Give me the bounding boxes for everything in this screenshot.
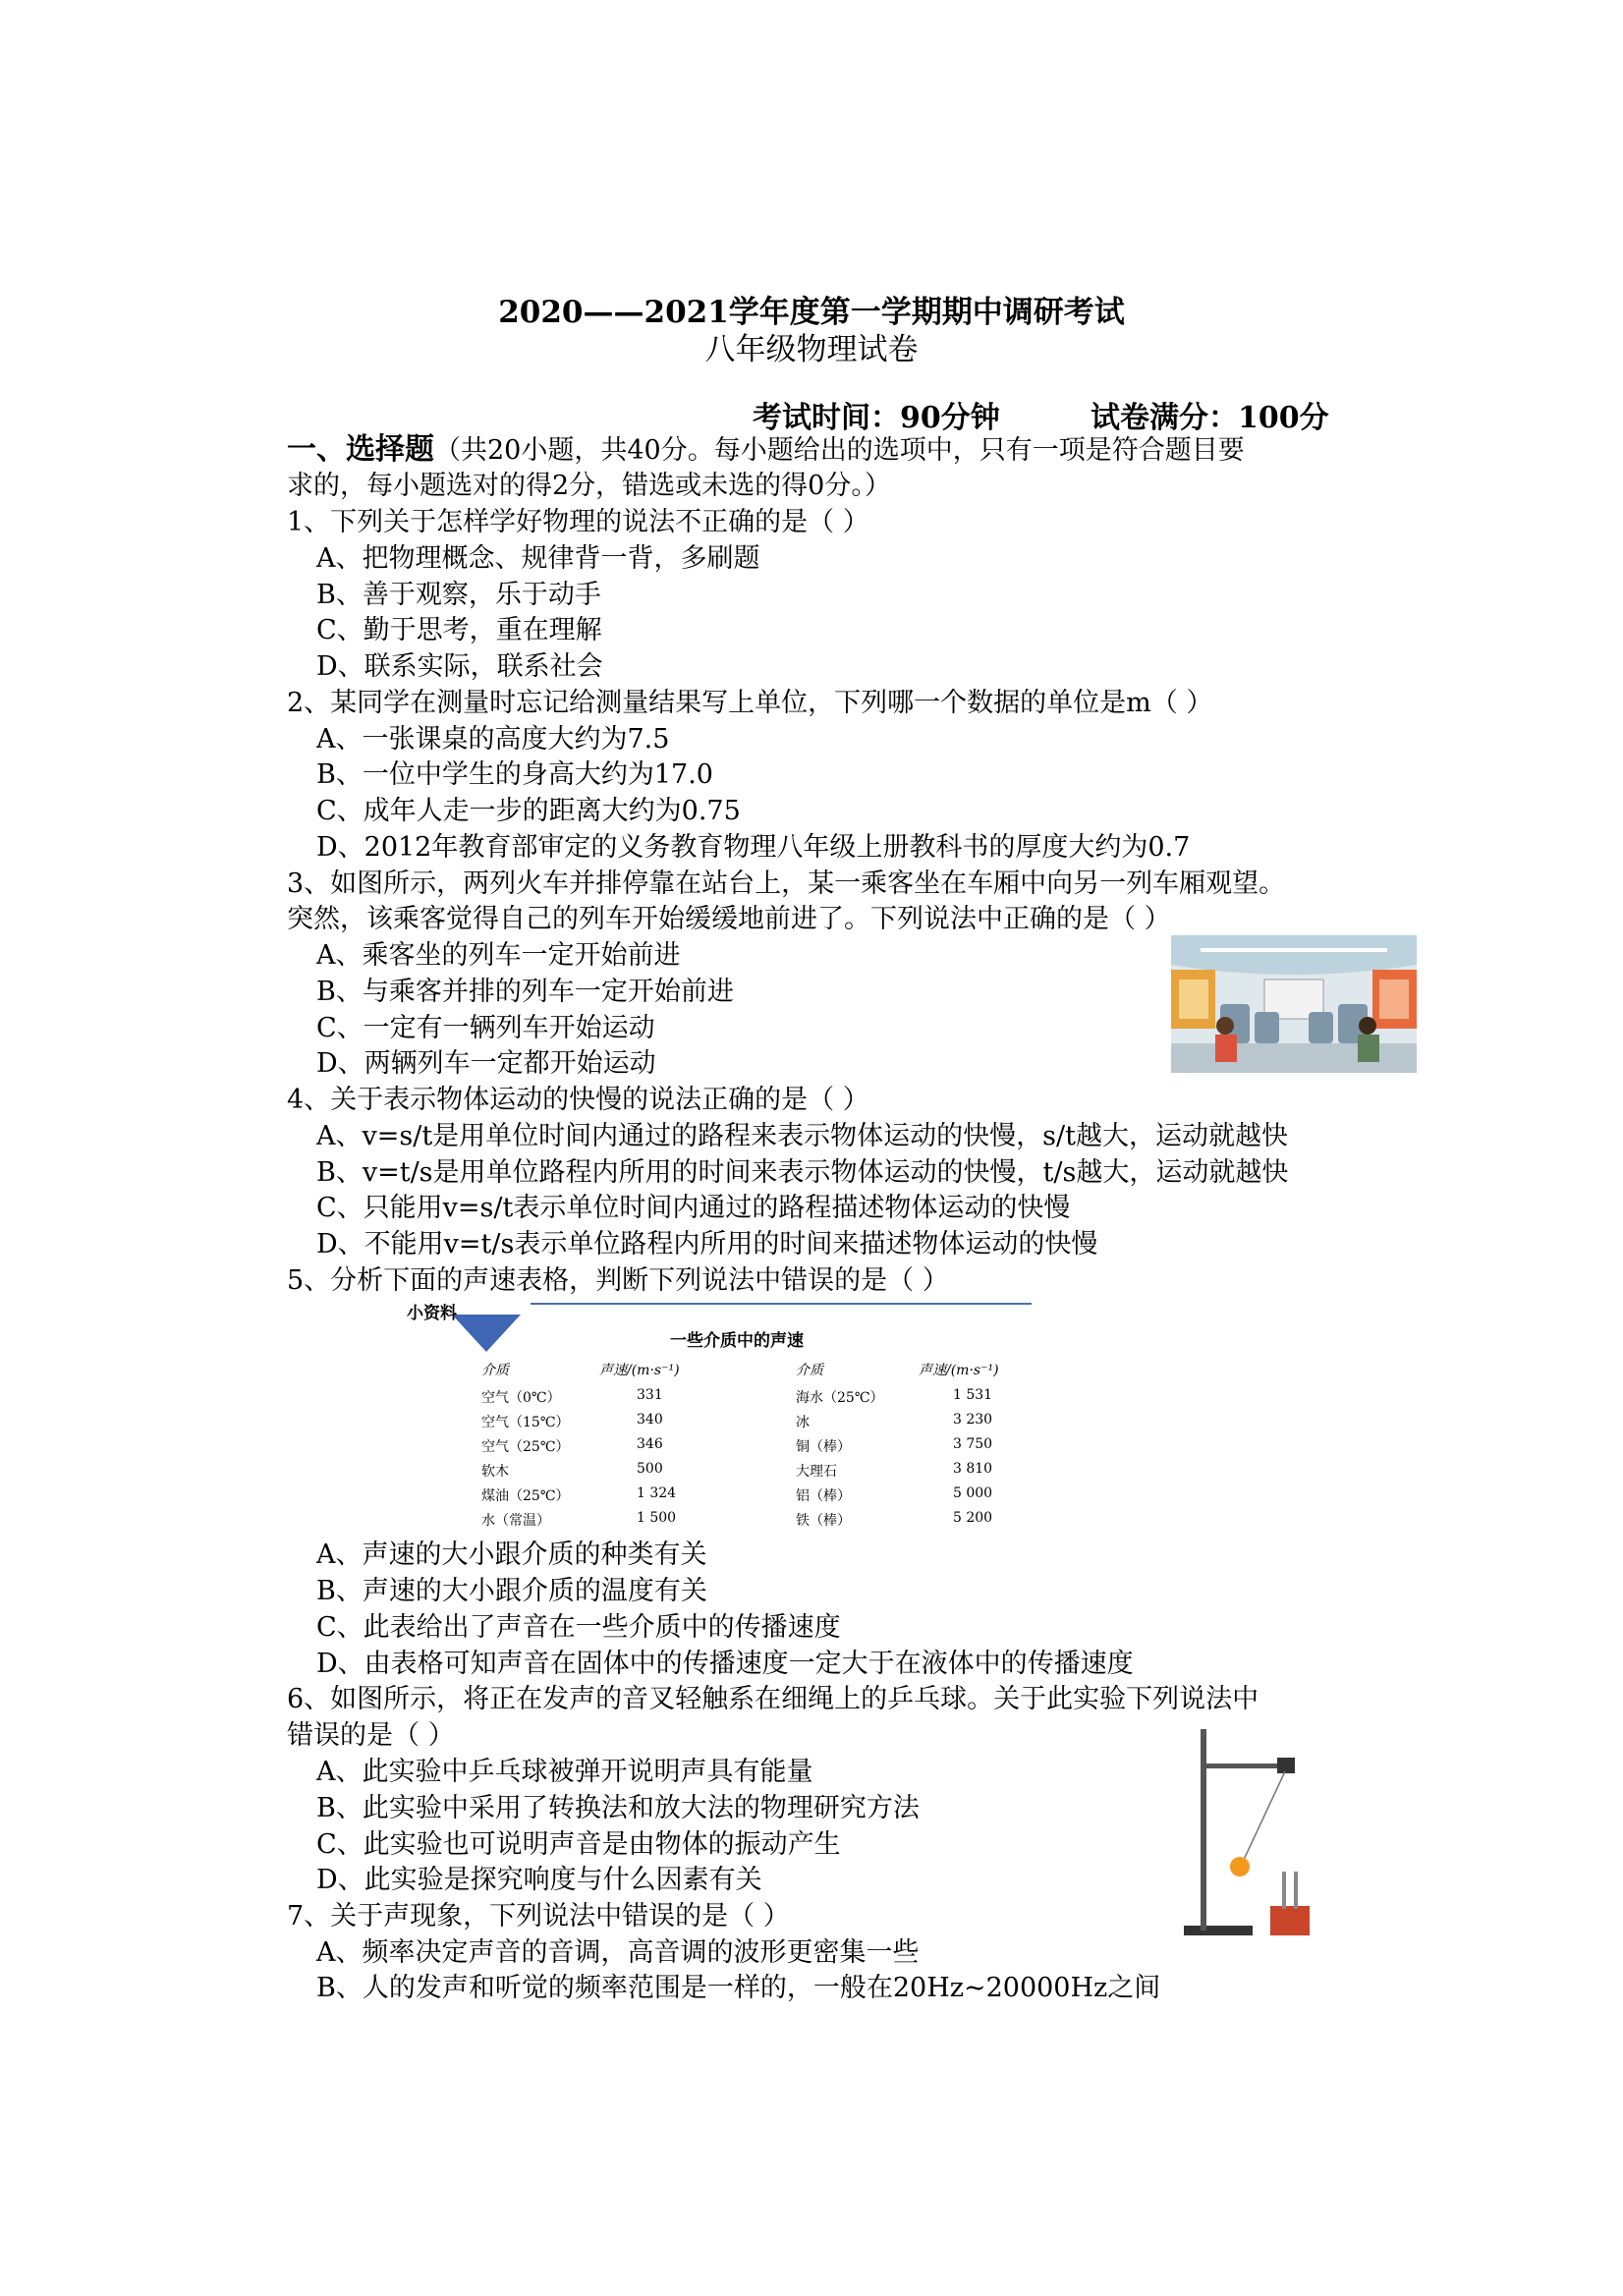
q5-option-c: C、此表给出了声音在一些介质中的传播速度: [316, 1612, 841, 1643]
col-speed-right: 声速/(m·s⁻¹): [919, 1363, 999, 1378]
col-medium-left: 介质: [481, 1363, 509, 1378]
col-speed-left: 声速/(m·s⁻¹): [599, 1363, 680, 1378]
q5-option-d: D、由表格可知声音在固体中的传播速度一定大于在液体中的传播速度: [316, 1649, 1134, 1679]
table-cell: 水（常温）: [481, 1513, 550, 1529]
q5-option-b: B、声速的大小跟介质的温度有关: [316, 1576, 707, 1606]
q2-option-d: D、2012年教育部审定的义务教育物理八年级上册教科书的厚度大约为0.7: [316, 832, 1191, 863]
table-heading: 一些介质中的声速: [670, 1331, 804, 1351]
q3-option-a: A、乘客坐的列车一定开始前进: [316, 940, 681, 971]
table-cell: 铁（棒）: [796, 1513, 851, 1529]
table-top-rule: [531, 1303, 1032, 1305]
table-cell: 3 750: [953, 1436, 993, 1452]
exam-subtitle: 八年级物理试卷: [704, 332, 919, 367]
q3-stem-line1: 3、如图所示，两列火车并排停靠在站台上，某一乘客坐在车厢中向另一列车厢观望。: [287, 868, 1286, 899]
info-tag-triangle-icon: [452, 1315, 521, 1354]
q4-option-c: C、只能用v=s/t表示单位时间内通过的路程描述物体运动的快慢: [316, 1193, 1071, 1223]
table-cell: 铝（棒）: [796, 1488, 851, 1504]
table-cell: 冰: [796, 1415, 810, 1430]
q5-stem: 5、分析下面的声速表格，判断下列说法中错误的是（ ）: [287, 1265, 949, 1296]
table-cell: 软木: [481, 1464, 509, 1480]
col-medium-right: 介质: [796, 1363, 823, 1378]
q6-stem-line2: 错误的是（ ）: [287, 1720, 455, 1751]
q1-option-b: B、善于观察，乐于动手: [316, 580, 601, 610]
exam-time: 考试时间：90分钟: [753, 401, 1000, 435]
table-cell: 1 500: [637, 1510, 677, 1526]
q4-option-a: A、v=s/t是用单位时间内通过的路程来表示物体运动的快慢，s/t越大，运动就越快: [316, 1121, 1288, 1151]
q1-option-a: A、把物理概念、规律背一背，多刷题: [316, 543, 760, 574]
table-cell: 3 810: [953, 1461, 993, 1477]
info-tag: 小资料: [407, 1304, 457, 1323]
table-cell: 空气（0℃）: [481, 1390, 561, 1406]
q7-option-a: A、频率决定声音的音调，高音调的波形更密集一些: [316, 1937, 920, 1968]
table-cell: 331: [637, 1387, 663, 1403]
table-cell: 铜（棒）: [796, 1439, 851, 1455]
table-cell: 3 230: [953, 1412, 993, 1428]
exam-title: 2020——2021学年度第一学期期中调研考试: [498, 295, 1125, 330]
section-instruction-line2: 求的，每小题选对的得2分，错选或未选的得0分。）: [287, 471, 891, 501]
q6-stem-line1: 6、如图所示，将正在发声的音叉轻触系在细绳上的乒乓球。关于此实验下列说法中: [287, 1684, 1259, 1714]
q5-option-a: A、声速的大小跟介质的种类有关: [316, 1540, 707, 1570]
table-cell: 5 200: [953, 1510, 993, 1526]
table-cell: 346: [637, 1436, 663, 1452]
q6-option-b: B、此实验中采用了转换法和放大法的物理研究方法: [316, 1793, 920, 1823]
q3-option-b: B、与乘客并排的列车一定开始前进: [316, 977, 734, 1007]
q1-option-c: C、勤于思考，重在理解: [316, 615, 602, 645]
q2-option-a: A、一张课桌的高度大约为7.5: [316, 724, 670, 755]
tuning-fork-apparatus-illustration: [1184, 1724, 1312, 1940]
table-cell: 海水（25℃）: [796, 1390, 884, 1406]
train-interior-illustration: [1171, 935, 1417, 1073]
sound-speed-table: [403, 1295, 1032, 1531]
q7-stem: 7、关于声现象，下列说法中错误的是（ ）: [287, 1901, 790, 1932]
q3-stem-line2: 突然，该乘客觉得自己的列车开始缓缓地前进了。下列说法中正确的是（ ）: [287, 904, 1171, 934]
q1-stem: 1、下列关于怎样学好物理的说法不正确的是（ ）: [287, 507, 869, 537]
q7-option-b: B、人的发声和听觉的频率范围是一样的，一般在20Hz~20000Hz之间: [316, 1973, 1161, 2003]
q6-option-c: C、此实验也可说明声音是由物体的振动产生: [316, 1829, 841, 1860]
q4-stem: 4、关于表示物体运动的快慢的说法正确的是（ ）: [287, 1085, 869, 1115]
q4-option-b: B、v=t/s是用单位路程内所用的时间来表示物体运动的快慢，t/s越大，运动就越快: [316, 1157, 1289, 1188]
table-cell: 1 324: [637, 1485, 677, 1501]
q2-option-b: B、一位中学生的身高大约为17.0: [316, 759, 713, 790]
q4-option-d: D、不能用v=t/s表示单位路程内所用的时间来描述物体运动的快慢: [316, 1229, 1098, 1260]
q1-option-d: D、联系实际，联系社会: [316, 651, 603, 682]
table-cell: 空气（25℃）: [481, 1439, 570, 1455]
q2-stem: 2、某同学在测量时忘记给测量结果写上单位，下列哪一个数据的单位是m（ ）: [287, 688, 1213, 718]
q2-option-c: C、成年人走一步的距离大约为0.75: [316, 796, 741, 826]
section-instruction-line1: 一、选择题（共20小题，共40分。每小题给出的选项中，只有一项是符合题目要: [287, 432, 1245, 467]
table-cell: 大理石: [796, 1464, 837, 1480]
q6-option-a: A、此实验中乒乓球被弹开说明声具有能量: [316, 1757, 813, 1787]
exam-score: 试卷满分：100分: [1091, 401, 1329, 435]
table-cell: 340: [637, 1412, 663, 1428]
q3-option-c: C、一定有一辆列车开始运动: [316, 1013, 655, 1043]
q6-option-d: D、此实验是探究响度与什么因素有关: [316, 1865, 762, 1895]
q3-option-d: D、两辆列车一定都开始运动: [316, 1048, 656, 1079]
table-cell: 煤油（25℃）: [481, 1488, 570, 1504]
table-cell: 1 531: [953, 1387, 993, 1403]
section-heading: 一、选择题: [287, 432, 434, 467]
table-cell: 500: [637, 1461, 663, 1477]
table-cell: 空气（15℃）: [481, 1415, 570, 1430]
table-cell: 5 000: [953, 1485, 993, 1501]
